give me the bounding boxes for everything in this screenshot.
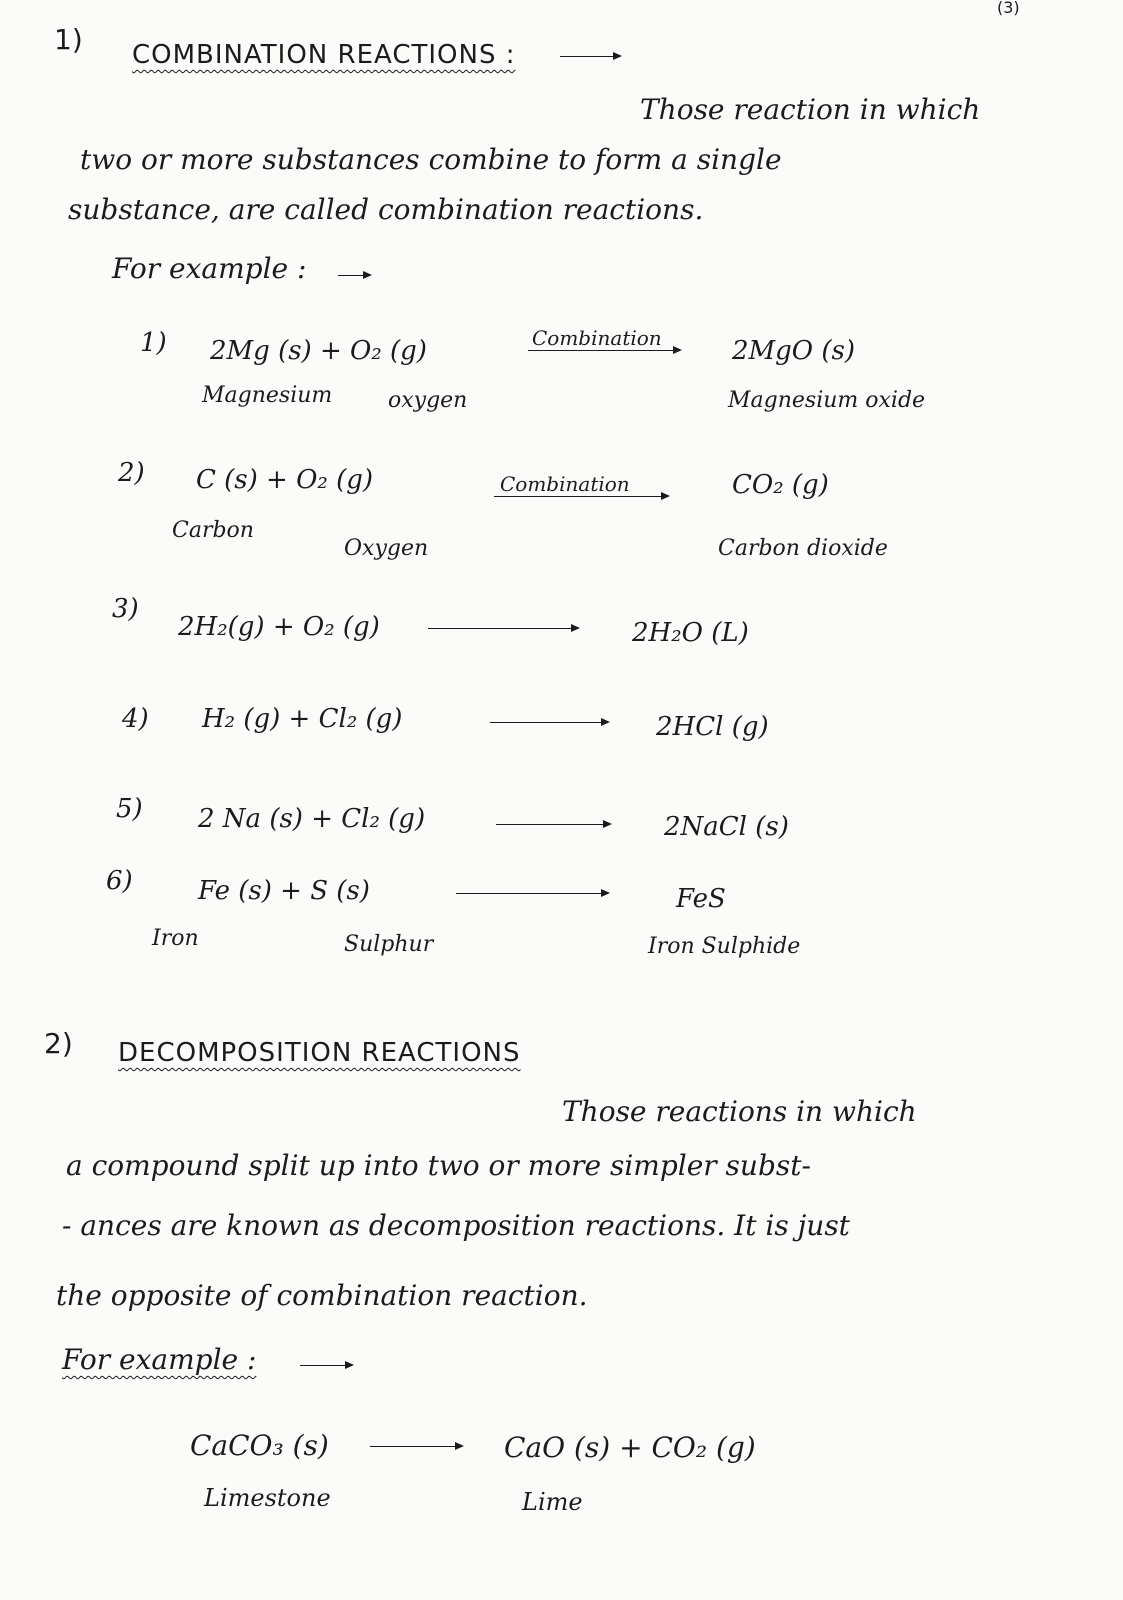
example-5-reactants: 2 Na (s) + Cl₂ (g) <box>198 804 426 834</box>
example-1-name-1: Magnesium <box>202 383 333 408</box>
section2-number: 2) <box>44 1027 73 1060</box>
example-2-product: CO₂ (g) <box>732 470 829 500</box>
heading-arrow-icon <box>560 56 620 57</box>
example-4-arrow-icon <box>490 722 608 723</box>
section1-heading: COMBINATION REACTIONS : <box>132 40 516 70</box>
section2-for-example: For example : <box>62 1343 257 1376</box>
section1-definition-line-2: two or more substances combine to form a single <box>80 143 782 176</box>
for-example-arrow-icon <box>338 275 370 276</box>
example-5-number: 5) <box>116 794 143 824</box>
decomposition-name-1: Limestone <box>204 1484 331 1512</box>
decomposition-reactant: CaCO₃ (s) <box>190 1429 329 1462</box>
example-1-arrow-icon <box>528 350 680 351</box>
example-2-arrow-label: Combination <box>500 472 630 496</box>
example-1-name-3: Magnesium oxide <box>728 388 926 413</box>
page-number: (3) <box>997 0 1020 17</box>
section2-definition-line-1: Those reactions in which <box>562 1095 917 1128</box>
example-6-name-2: Sulphur <box>344 932 434 957</box>
example-2-name-2: Oxygen <box>344 536 429 561</box>
example-6-reactants: Fe (s) + S (s) <box>198 876 370 906</box>
decomposition-products: CaO (s) + CO₂ (g) <box>504 1431 756 1464</box>
example-3-number: 3) <box>112 594 139 624</box>
example-6-name-1: Iron <box>152 926 199 951</box>
example-1-product: 2MgO (s) <box>732 336 856 366</box>
section1-number: 1) <box>54 23 83 56</box>
section1-for-example: For example : <box>112 252 307 285</box>
example-5-product: 2NaCl (s) <box>664 812 789 842</box>
section2-heading: DECOMPOSITION REACTIONS <box>118 1038 521 1068</box>
example-2-number: 2) <box>118 458 145 488</box>
example-1-reactants: 2Mg (s) + O₂ (g) <box>210 336 427 366</box>
section2-definition-line-4: the opposite of combination reaction. <box>56 1279 588 1312</box>
section1-definition-line-3: substance, are called combination reactions. <box>68 193 704 226</box>
example-4-number: 4) <box>122 704 149 734</box>
example-3-arrow-icon <box>428 628 578 629</box>
example-6-name-3: Iron Sulphide <box>648 934 801 959</box>
example-2-reactants: C (s) + O₂ (g) <box>196 465 374 495</box>
decomposition-name-2: Lime <box>522 1488 583 1516</box>
example-6-product: FeS <box>676 884 726 914</box>
example-1-arrow-label: Combination <box>532 326 662 350</box>
example-2-name-3: Carbon dioxide <box>718 536 888 561</box>
example-2-arrow-icon <box>494 496 668 497</box>
example-4-product: 2HCl (g) <box>656 712 769 742</box>
example-5-arrow-icon <box>496 824 610 825</box>
decomposition-arrow-icon <box>370 1446 462 1447</box>
example-6-arrow-icon <box>456 893 608 894</box>
example-2-name-1: Carbon <box>172 518 254 543</box>
example-3-reactants: 2H₂(g) + O₂ (g) <box>178 612 380 642</box>
example-1-name-2: oxygen <box>388 388 468 413</box>
example-4-reactants: H₂ (g) + Cl₂ (g) <box>202 704 403 734</box>
section2-definition-line-3: - ances are known as decomposition reactions. It is just <box>62 1209 850 1242</box>
section1-definition-line-1: Those reaction in which <box>640 93 981 126</box>
section2-definition-line-2: a compound split up into two or more simpler subst- <box>66 1149 811 1182</box>
section2-for-example-arrow-icon <box>300 1365 352 1366</box>
example-1-number: 1) <box>140 328 167 358</box>
example-3-product: 2H₂O (L) <box>632 618 749 648</box>
example-6-number: 6) <box>106 866 133 896</box>
